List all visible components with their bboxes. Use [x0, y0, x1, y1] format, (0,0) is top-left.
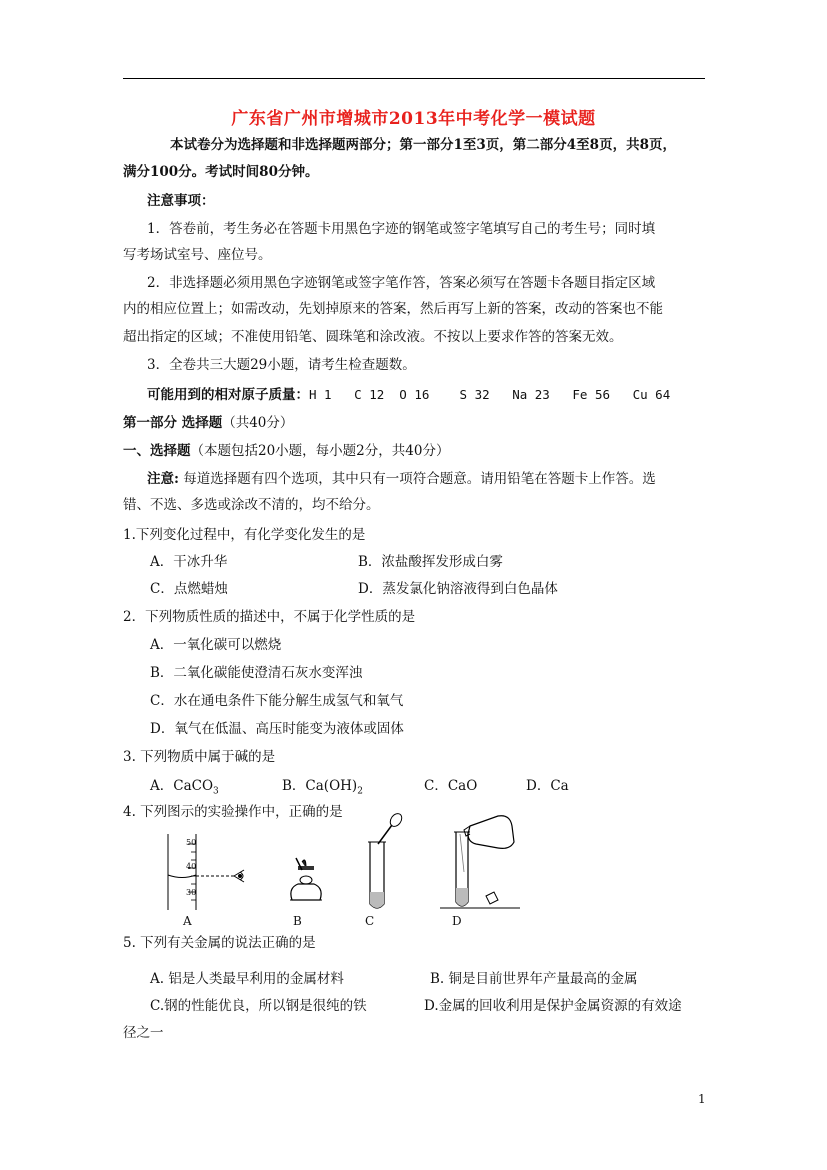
- q3-option-c: C．CaO: [424, 778, 478, 794]
- q1-option-d: D．蒸发氯化钠溶液得到白色晶体: [358, 581, 558, 597]
- q1-option-c: C．点燃蜡烛: [150, 581, 228, 597]
- q3-option-b-sub: 2: [357, 786, 363, 797]
- q5-option-b: B. 铜是目前世界年产量最高的金属: [430, 971, 638, 987]
- page-number: 1: [698, 1092, 706, 1106]
- section-1-note-line-1: [147, 470, 656, 488]
- page-title: 广东省广州市增城市2013年中考化学一模试题: [231, 109, 596, 129]
- section-1-note-text: 每道选择题有四个选项，其中只有一项符合题意。请用铅笔在答题卡上作答。选: [178, 471, 656, 487]
- figure-label-b: B: [293, 914, 302, 928]
- q5-option-c: C.钢的性能优良，所以钢是很纯的铁: [150, 998, 367, 1014]
- q2-option-b: B．二氧化碳能使澄清石灰水变浑浊: [150, 665, 363, 681]
- figure-b-alcohol-lamp: [282, 856, 332, 906]
- section-1-desc: （本题包括20小题，每小题2分，共40分）: [190, 443, 450, 459]
- note-2-line-2: 内的相应位置上；如需改动，先划掉原来的答案，然后再写上新的答案，改动的答案也不能: [123, 301, 663, 317]
- q3-option-a-sub: 3: [213, 786, 219, 797]
- intro-line-2: 满分100分。考试时间80分钟。: [123, 164, 319, 180]
- q1-option-b: B．浓盐酸挥发形成白雾: [358, 554, 503, 570]
- q2-option-c: C．水在通电条件下能分解生成氢气和氧气: [150, 693, 404, 709]
- notes-heading: 注意事项：: [147, 193, 215, 209]
- note-1-line-1: 1．答卷前，考生务必在答题卡用黑色字迹的钢笔或签字笔填写自己的考生号；同时填: [147, 221, 656, 237]
- note-2-line-1: 2．非选择题必须用黑色字迹钢笔或签字笔作答，答案必须写在答题卡各题目指定区域: [147, 275, 656, 291]
- part-1-heading: 第一部分 选择题: [123, 415, 223, 431]
- q5-option-d-line-1: D.金属的回收利用是保护金属资源的有效途: [424, 998, 682, 1014]
- section-1-line: [123, 442, 449, 460]
- figure-label-c: C: [365, 914, 375, 928]
- q4-stem: 4. 下列图示的实验操作中，正确的是: [123, 804, 343, 820]
- atomic-mass-label: 可能用到的相对原子质量：: [147, 387, 309, 403]
- q3-option-b-text: B．Ca(OH): [282, 778, 358, 794]
- figure-c-test-tube-dropper: [360, 812, 410, 912]
- header-rule: [123, 78, 705, 79]
- figure-label-d: D: [452, 914, 462, 928]
- q5-stem: 5. 下列有关金属的说法正确的是: [123, 935, 316, 951]
- q3-option-d: D．Ca: [526, 778, 569, 794]
- q3-option-a-text: A．CaCO: [150, 778, 214, 794]
- atomic-mass-values: H 1 C 12 O 16 S 32 Na 23 Fe 56 Cu 64: [309, 387, 671, 402]
- cyl-tick-30: 30: [186, 888, 197, 897]
- section-1-heading: 一、选择题: [123, 443, 191, 459]
- part-1-score: （共40分）: [222, 415, 294, 431]
- q3-option-b: [282, 777, 363, 801]
- q1-option-a: A．干冰升华: [150, 554, 228, 570]
- figure-a-cylinder: [160, 832, 260, 912]
- cyl-tick-50: 50: [186, 838, 197, 847]
- q3-stem: 3. 下列物质中属于碱的是: [123, 749, 276, 765]
- section-1-note-label: 注意:: [147, 471, 179, 487]
- part-1-line: [123, 414, 293, 432]
- cyl-tick-40: 40: [186, 862, 197, 871]
- figure-label-a: A: [183, 914, 192, 928]
- note-3: 3．全卷共三大题29小题，请考生检查题数。: [147, 357, 416, 373]
- q3-option-a: [150, 777, 219, 801]
- section-1-note-line-2: 错、不选、多选或涂改不清的，均不给分。: [123, 497, 380, 513]
- figure-d-pouring-reagent: [440, 812, 520, 912]
- q2-option-d: D．氧气在低温、高压时能变为液体或固体: [150, 721, 404, 737]
- intro-line-1: 本试卷分为选择题和非选择题两部分；第一部分1至3页，第二部分4至8页，共8页，: [170, 137, 676, 153]
- q1-stem: 1.下列变化过程中，有化学变化发生的是: [123, 527, 366, 543]
- note-2-line-3: 超出指定的区域；不准使用铅笔、圆珠笔和涂改液。不按以上要求作答的答案无效。: [123, 329, 623, 345]
- q5-option-a: A. 铝是人类最早利用的金属材料: [150, 971, 344, 987]
- q5-option-d-line-2: 径之一: [123, 1025, 164, 1041]
- q2-option-a: A．一氧化碳可以燃烧: [150, 637, 282, 653]
- note-1-line-2: 写考场试室号、座位号。: [123, 247, 272, 263]
- atomic-mass-line: [147, 386, 670, 404]
- q2-stem: 2．下列物质性质的描述中，不属于化学性质的是: [123, 609, 416, 625]
